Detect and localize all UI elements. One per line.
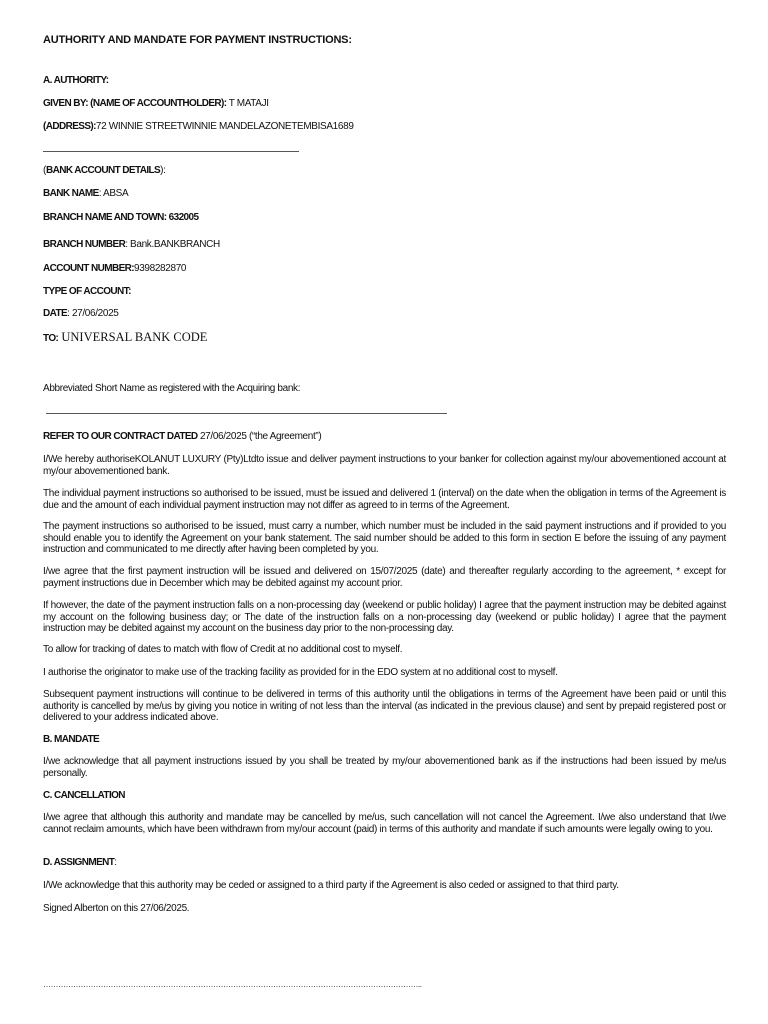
paragraph-instruction-number: The payment instructions so authorised to be issued, must carry a number, which number must be included in the said payment instructions and if provided to you should enable you to identify the Agreement on your bank statement. The said number should be added to this form in section E before the issuing of any payment instruction and communicated to me directly after having been completed by you. (43, 521, 726, 555)
contract-row (43, 431, 321, 443)
signed-text: Signed Alberton on this 27/06/2025. (43, 903, 190, 914)
to-label: TO: (43, 333, 59, 344)
contract-label: REFER TO OUR CONTRACT DATED (43, 431, 198, 442)
account-type-row (43, 286, 131, 298)
document-title: AUTHORITY AND MANDATE FOR PAYMENT INSTRUCTIONS: (43, 34, 352, 46)
given-by-value: T MATAJI (226, 98, 269, 109)
account-number-value: 9398282870 (134, 263, 187, 274)
to-row (43, 332, 207, 345)
short-name-text: Abbreviated Short Name as registered with the Acquiring bank: (43, 383, 301, 394)
account-type-label: TYPE OF ACCOUNT: (43, 286, 131, 297)
branch-number-value: : Bank.BANKBRANCH (125, 239, 220, 250)
section-a-heading: A. AUTHORITY: (43, 75, 109, 86)
signature-line: …………………………………………………………………………………………………………………………………….. (43, 980, 422, 989)
paragraph-authorise: I/We hereby authoriseKOLANUT LUXURY (Pty)Ltdto issue and deliver payment instructions to your banker for collection against my/our abovementioned account at my/our abovementioned bank. (43, 454, 726, 477)
given-by-row (43, 98, 269, 110)
account-number-label: ACCOUNT NUMBER: (43, 263, 134, 274)
date-label: DATE (43, 308, 68, 319)
address-label: (ADDRESS): (43, 121, 96, 132)
contract-value: 27/06/2025 (“the Agreement”) (197, 431, 322, 442)
paragraph-subsequent-instructions: Subsequent payment instructions will continue to be delivered in terms of this authority until the obligations in terms of the Agreement have been paid or until this authority is cancelled by me/us by giving you notice in writing of not less than the interval (as indicated in the previous clause) and sent by prepaid registered post or delivered to your address indicated above. (43, 689, 726, 723)
short-name-underline (46, 413, 447, 414)
paragraph-mandate: I/we acknowledge that all payment instructions issued by you shall be treated by my/our abovementioned bank as if the instructions had been issued by me/us personally. (43, 756, 726, 779)
branch-number-row (43, 239, 220, 251)
section-c-heading: C. CANCELLATION (43, 790, 125, 801)
address-row (43, 121, 354, 133)
section-d-heading: D. ASSIGNMENT: (43, 857, 117, 868)
branch-number-label: BRANCH NUMBER (43, 239, 126, 250)
paragraph-first-payment: I/we agree that the first payment instruction will be issued and delivered on 15/07/2025 (date) and thereafter regularly according to the agreement, * except for payment instructions due in December which may be debited against my account prior. (43, 566, 726, 589)
given-by-label: GIVEN BY: (NAME OF ACCOUNTHOLDER): (43, 98, 227, 109)
account-number-row (43, 263, 186, 275)
branch-name-row (43, 212, 198, 224)
bank-name-value: : ABSA (98, 188, 129, 199)
to-value: UNIVERSAL BANK CODE (58, 330, 208, 344)
date-row (43, 308, 119, 320)
paragraph-assignment: I/We acknowledge that this authority may be ceded or assigned to a third party if the Agreement is also ceded or assigned to that third party. (43, 880, 619, 891)
paragraph-individual-instructions: The individual payment instructions so authorised to be issued, must be issued and delivered 1 (interval) on the date when the obligation in terms of the Agreement is due and the amount of each individual payment instruction may not differ as agreed to in terms of the Agreement. (43, 488, 726, 511)
branch-name-label: BRANCH NAME AND TOWN: 632005 (43, 212, 199, 223)
bank-details-heading: (BANK ACCOUNT DETAILS): (43, 165, 166, 176)
paragraph-cancellation: I/we agree that although this authority and mandate may be cancelled by me/us, such cancellation will not cancel the Agreement. I/we also understand that I/we cannot reclaim amounts, which have been withdrawn from my/our account (paid) in terms of this authority and mandate if such amounts were legally owing to you. (43, 812, 726, 835)
address-value: 72 WINNIE STREETWINNIE MANDELAZONETEMBISA1689 (95, 121, 354, 132)
paragraph-tracking-dates: To allow for tracking of dates to match with flow of Credit at no additional cost to myself. (43, 644, 403, 655)
paragraph-non-processing-day: If however, the date of the payment instruction falls on a non-processing day (weekend or public holiday) I agree that the payment instruction may be debited against my account on the following business day; or The date of the instruction falls on a non-processing day (weekend or public holiday) I agree that the payment instruction may be debited against my account on the business day prior to the non-processing day. (43, 600, 726, 634)
section-b-heading: B. MANDATE (43, 734, 100, 745)
bank-name-row (43, 188, 128, 200)
bank-name-label: BANK NAME (43, 188, 99, 199)
address-underline (43, 151, 299, 152)
paragraph-tracking-facility: I authorise the originator to make use of the tracking facility as provided for in the EDO system at no additional cost to myself. (43, 667, 558, 678)
date-value: : 27/06/2025 (67, 308, 119, 319)
